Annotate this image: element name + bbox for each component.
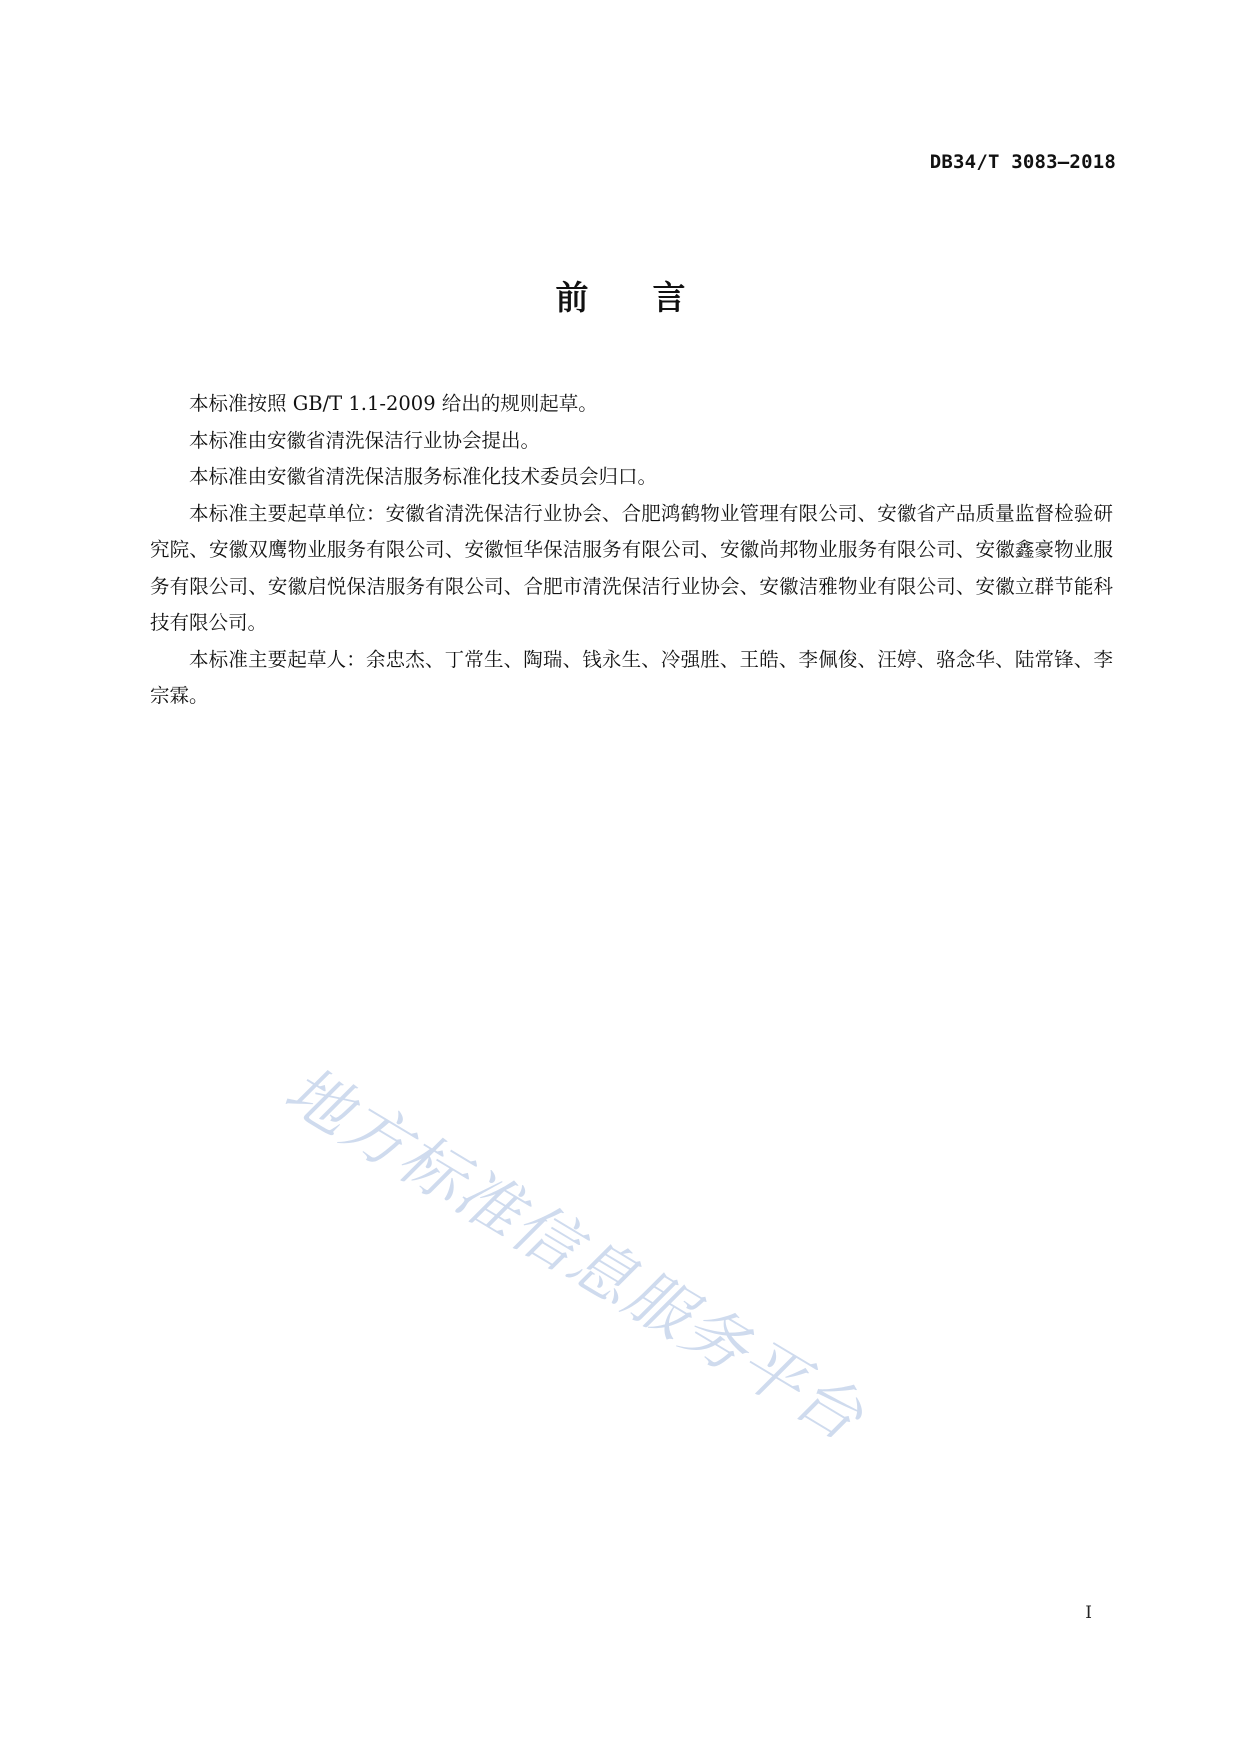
- paragraph-drafting-units: 本标准主要起草单位：安徽省清洗保洁行业协会、合肥鸿鹤物业管理有限公司、安徽省产品质量监督检验研究院、安徽双鹰物业服务有限公司、安徽恒华保洁服务有限公司、安徽尚邦物业服务有限公司、安徽鑫豪物业服务有限公司、安徽启悦保洁服务有限公司、合肥市清洗保洁行业协会、安徽洁雅物业有限公司、安徽立群节能科技有限公司。: [150, 501, 1113, 634]
- watermark: 地方标准信息服务平台: [272, 1052, 877, 1457]
- foreword-body: [150, 386, 1113, 715]
- paragraph-centralized-by: 本标准由安徽省清洗保洁服务标准化技术委员会归口。: [189, 465, 658, 488]
- paragraph-drafters: 本标准主要起草人：余忠杰、丁常生、陶瑞、钱永生、冷强胜、王皓、李佩俊、汪婷、骆念华、陆常锋、李宗霖。: [150, 647, 1113, 707]
- title-char-2: 言: [652, 278, 686, 317]
- standard-code: DB34/T 3083—2018: [929, 151, 1116, 173]
- paragraph-proposer: 本标准由安徽省清洗保洁行业协会提出。: [189, 428, 541, 452]
- page-title: [0, 272, 1241, 319]
- title-char-1: 前: [555, 278, 589, 317]
- paragraph-drafting-rules: 本标准按照 GB/T 1.1-2009 给出的规则起草。: [189, 392, 598, 415]
- page-number: I: [1085, 1603, 1092, 1623]
